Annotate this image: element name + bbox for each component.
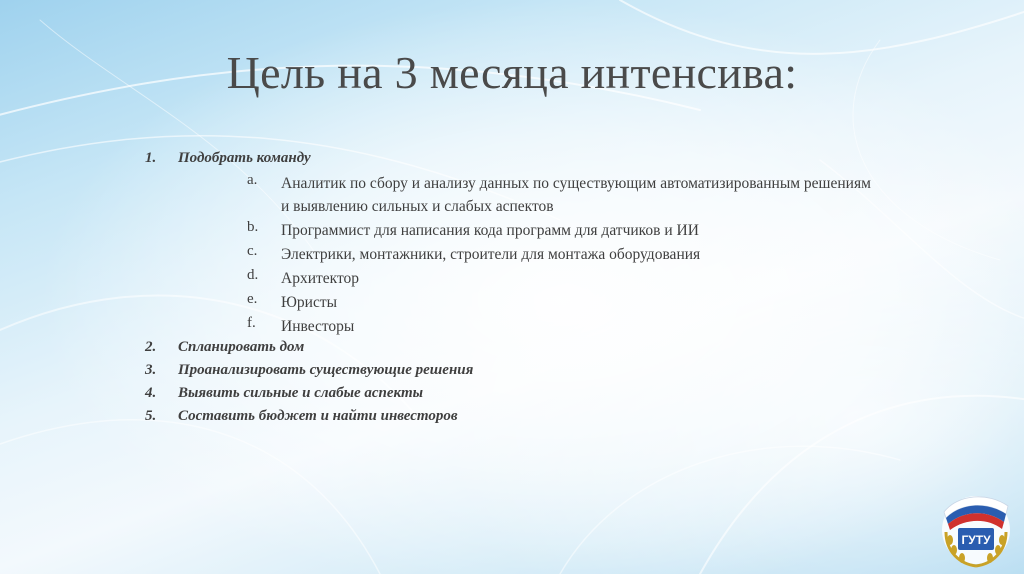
list-item-text: Подобрать команду [178,150,311,166]
slide-title: Цель на 3 месяца интенсива: [226,47,798,98]
sub-item-text: Программист для написания кода программ для датчиков и ИИ [281,222,699,239]
sub-item-letter: b. [247,219,259,235]
sub-item-letter: c. [247,243,258,259]
list-item-number: 4. [145,385,157,401]
list-item-text: Проанализировать существующие решения [178,362,474,378]
sub-item-text: Аналитик по сбору и анализу данных по существующим автоматизированным решениям и выявлению сильных и слабых аспектов [281,175,871,215]
svg-text:ГУТУ: ГУТУ [961,533,991,547]
sub-item-text: Юристы [281,294,338,311]
list-item-text: Составить бюджет и найти инвесторов [178,408,458,424]
sub-item-text: Архитектор [281,270,360,287]
university-emblem-icon [936,486,1016,570]
sub-item-letter: f. [247,315,256,331]
sub-item-text: Электрики, монтажники, строители для монтажа оборудования [281,246,701,263]
list-item-number: 2. [145,339,157,355]
list-item-text: Спланировать дом [178,339,305,355]
list-item-number: 5. [145,408,157,424]
sub-item-letter: a. [247,172,258,188]
sub-item-letter: d. [247,267,259,283]
list-item-text: Выявить сильные и слабые аспекты [178,385,424,401]
list-item-number: 3. [145,362,157,378]
list-item-number: 1. [145,150,157,166]
sub-item-text: Инвесторы [281,318,355,335]
sub-item-letter: e. [247,291,258,307]
